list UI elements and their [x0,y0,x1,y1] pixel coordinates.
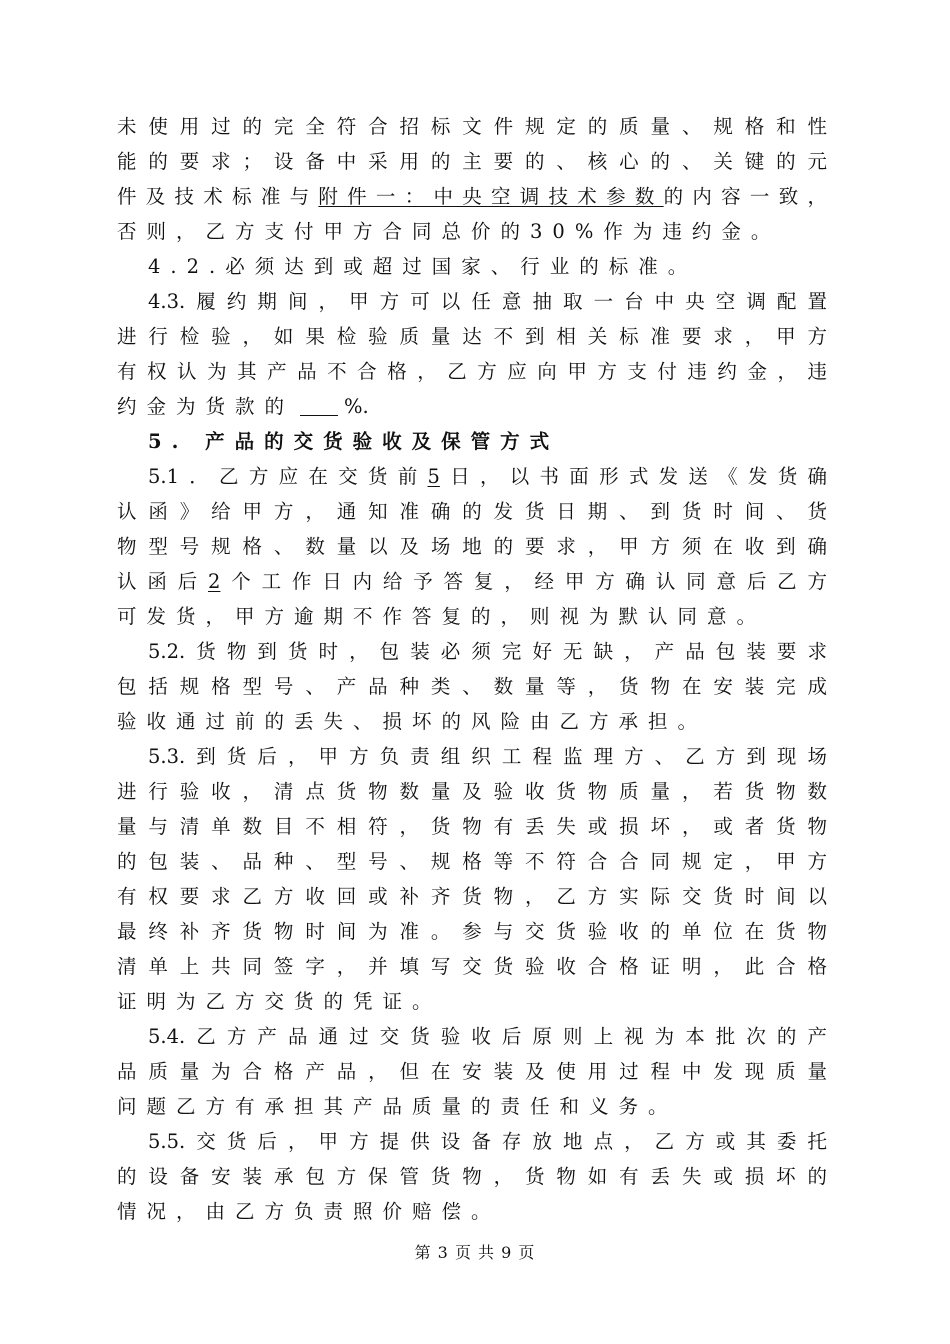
body-line: 清单上共同签字，并填写交货验收合格证明，此合格 [117,955,827,978]
body-line: 物型号规格、数量以及场地的要求，甲方须在收到确 [117,535,827,558]
body-line: 包括规格型号、产品种类、数量等，货物在安装完成 [117,675,827,698]
clause-5-1: 5.1．乙方应在交货前5日，以书面形式发送《发货确 [148,465,827,488]
body-line: 否则，乙方支付甲方合同总价的30%作为违约金。 [117,220,781,243]
penalty-rate-blank [300,397,338,416]
body-line: 认函》给甲方，通知准确的发货日期、到货时间、货 [117,500,827,523]
body-line: 可发货，甲方逾期不作答复的，则视为默认同意。 [117,605,767,628]
body-line: 最终补齐货物时间为准。参与交货验收的单位在货物 [117,920,827,943]
body-line: 进行验收，清点货物数量及验收货物质量，若货物数 [117,780,827,803]
body-line: 品质量为合格产品，但在安装及使用过程中发现质量 [117,1060,827,1083]
body-line: 量与清单数目不相符，货物有丢失或损坏，或者货物 [117,815,827,838]
body-line: 认函后2个工作日内给予答复，经甲方确认同意后乙方 [117,570,827,593]
body-line: 的包装、品种、型号、规格等不符合合同规定，甲方 [117,850,827,873]
body-line: 情况，由乙方负责照价赔偿。 [117,1200,501,1223]
body-line: 有权认为其产品不合格，乙方应向甲方支付违约金，违 [117,360,827,383]
section-5-heading: 5. 产品的交货验收及保管方式 [148,430,560,453]
body-line: 未使用过的完全符合招标文件规定的质量、规格和性 [117,115,827,138]
body-line: 约金为货款的 %. [117,395,369,418]
body-line: 问题乙方有承担其产品质量的责任和义务。 [117,1095,678,1118]
body-line: 证明为乙方交货的凭证。 [117,990,442,1013]
clause-4-2: 4.2.必须达到或超过国家、行业的标准。 [148,255,698,278]
body-line: 验收通过前的丢失、损坏的风险由乙方承担。 [117,710,708,733]
days-value: 5 [427,465,440,488]
clause-5-3: 5.3.到货后，甲方负责组织工程监理方、乙方到现场 [148,745,827,768]
clause-5-4: 5.4.乙方产品通过交货验收后原则上视为本批次的产 [148,1025,827,1048]
page-number-footer: 第 3 页 共 9 页 [414,1243,536,1262]
body-line: 件及技术标准与附件一：中央空调技术参数的内容一致， [117,185,827,208]
body-line: 有权要求乙方收回或补齐货物，乙方实际交货时间以 [117,885,827,908]
clause-5-2: 5.2.货物到货时，包装必须完好无缺，产品包装要求 [148,640,827,663]
attachment-reference: 附件一：中央空调技术参数 [318,185,664,208]
body-line: 能的要求；设备中采用的主要的、核心的、关键的元 [117,150,827,173]
body-line: 进行检验，如果检验质量达不到相关标准要求，甲方 [117,325,827,348]
workdays-value: 2 [208,570,221,593]
clause-5-5: 5.5.交货后，甲方提供设备存放地点，乙方或其委托 [148,1130,827,1153]
body-line: 的设备安装承包方保管货物，货物如有丢失或损坏的 [117,1165,827,1188]
clause-4-3: 4.3.履约期间，甲方可以任意抽取一台中央空调配置 [148,290,827,313]
